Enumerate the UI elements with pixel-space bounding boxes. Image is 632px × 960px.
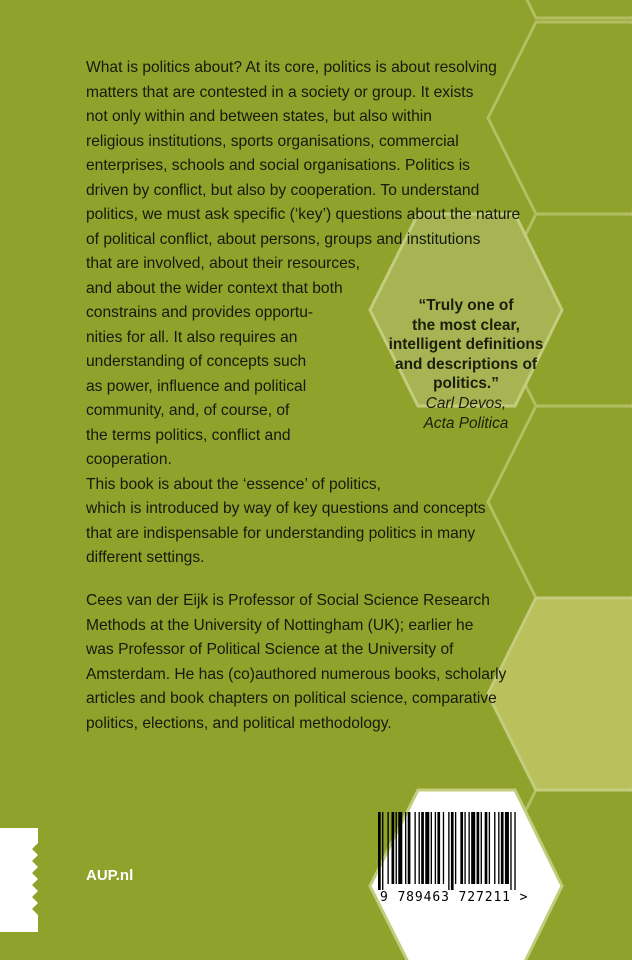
description-line: politics, we must ask specific (‘key’) questions about the nature (86, 206, 521, 223)
barcode-bar (471, 812, 475, 884)
quote-line: intelligent definitions (388, 336, 544, 354)
barcode-bar (448, 812, 449, 890)
barcode-bar (398, 812, 402, 884)
hex-outline-1 (488, 0, 632, 18)
hex-filled-light (488, 598, 632, 790)
bio-line: was Professor of Political Science at the University of (86, 641, 454, 658)
bio-line: Methods at the University of Nottingham (UK); earlier he (86, 616, 474, 634)
description-line: understanding of concepts such (86, 353, 307, 370)
description-line: that are involved, about their resources, (86, 255, 360, 272)
description-line: the terms politics, conflict and (86, 426, 291, 444)
barcode-bar (392, 812, 395, 884)
description-line: religious institutions, sports organisations, commercial (86, 132, 459, 150)
barcode-bar (419, 812, 420, 884)
barcode-bar (489, 812, 490, 884)
description-line: of political conflict, about persons, groups and institutions (86, 230, 481, 248)
description-line: enterprises, schools and social organisations. Politics is (86, 157, 470, 174)
barcode-bar (485, 812, 488, 884)
barcode-bar (425, 812, 429, 884)
barcode-bar (501, 812, 504, 884)
quote-attribution-name: Carl Devos, (425, 394, 507, 412)
publisher-logo (0, 828, 38, 932)
barcode-bar (455, 812, 456, 884)
publisher-website: AUP.nl (86, 867, 134, 884)
barcode-bar (387, 812, 388, 884)
description-line: nities for all. It also requires an (86, 328, 298, 346)
description-line: different settings. (86, 549, 205, 566)
bio-line: articles and book chapters on political science, comparative (86, 690, 497, 707)
barcode-bar (431, 812, 432, 884)
barcode-bar (514, 812, 515, 890)
bio-line: Cees van der Eijk is Professor of Social Science Research (86, 592, 490, 609)
description-line: that are indispensable for understanding politics in many (86, 524, 476, 542)
barcode-bar (414, 812, 415, 884)
bio-line: Amsterdam. He has (co)authored numerous books, scholarly (86, 665, 507, 683)
description-line: which is introduced by way of key questions and concepts (86, 500, 486, 517)
description-line: not only within and between states, but also within (86, 108, 432, 125)
description-line: driven by conflict, but also by cooperation. To understand (86, 181, 480, 199)
description-line: as power, influence and political (86, 377, 307, 395)
quote-line: politics.” (433, 375, 499, 393)
description-line: cooperation. (86, 451, 172, 468)
quote-attribution-source: Acta Politica (423, 414, 509, 432)
isbn-number: 9 789463 727211 > (380, 890, 529, 905)
quote-line: the most clear, (412, 316, 520, 334)
description-line: What is politics about? At its core, politics is about resolving (86, 59, 497, 76)
description-line: This book is about the ‘essence’ of politics, (86, 475, 381, 493)
barcode-bar (468, 812, 469, 884)
review-quote (371, 296, 561, 433)
barcode-bar (421, 812, 424, 884)
barcode-bar (477, 812, 480, 884)
quote-line: and descriptions of (395, 355, 537, 373)
barcode-bar (396, 812, 397, 884)
barcode-bar (378, 812, 381, 890)
description-line: community, and, of course, of (86, 402, 290, 419)
barcode-bar (435, 812, 436, 884)
barcode-bar (464, 812, 465, 884)
barcode-bar (408, 812, 411, 884)
description-line: constrains and provides opportu- (86, 304, 314, 321)
description-line: and about the wider context that both (86, 279, 343, 297)
barcode-bar (437, 812, 440, 884)
barcode-bar (505, 812, 509, 884)
barcode-bar (498, 812, 499, 884)
barcode-bar (481, 812, 482, 884)
barcode-bar (494, 812, 495, 884)
barcode-bar (382, 812, 383, 890)
barcode-bar (510, 812, 511, 890)
barcode-bar (443, 812, 444, 884)
bio-line: politics, elections, and political methodology. (86, 714, 392, 732)
barcode-bar (460, 812, 463, 884)
description-line: matters that are contested in a society or group. It exists (86, 83, 474, 101)
barcode-bar (451, 812, 454, 890)
author-bio (86, 589, 506, 736)
barcode-bar (405, 812, 406, 884)
quote-line: “Truly one of (418, 297, 514, 314)
